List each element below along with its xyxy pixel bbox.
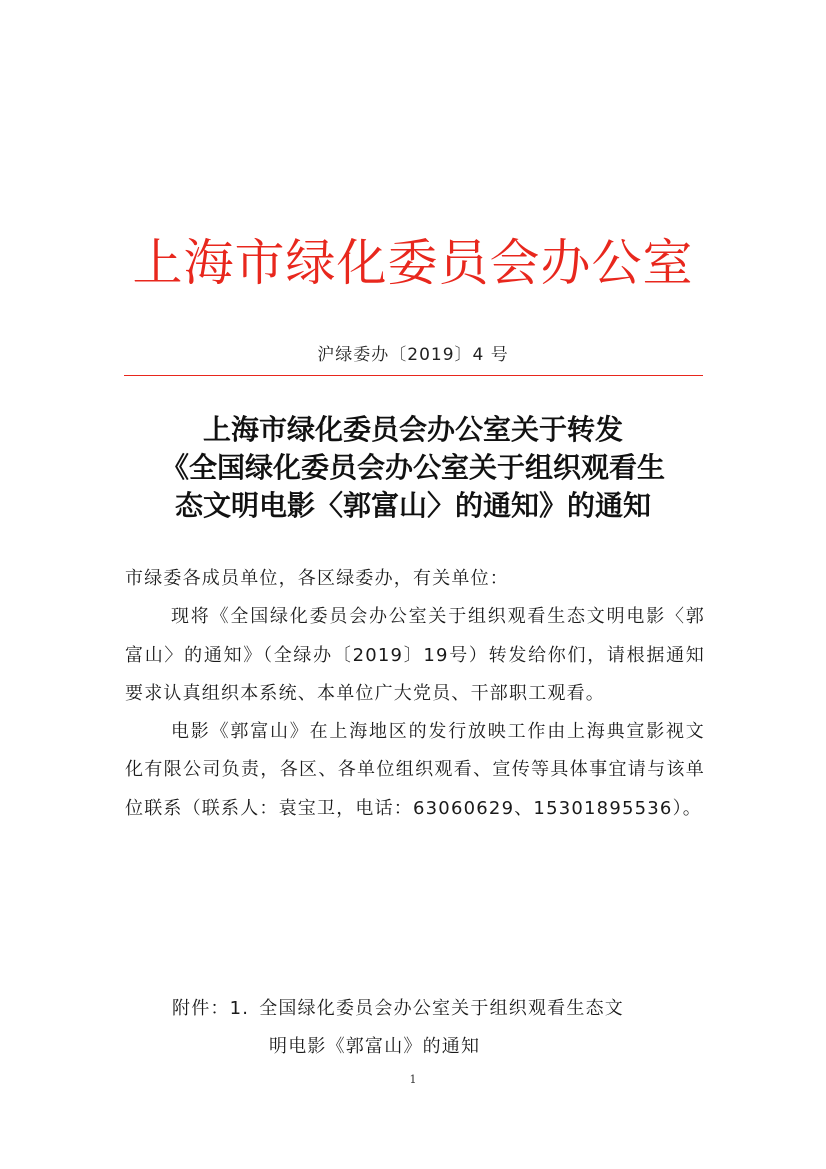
document-title — [110, 411, 716, 525]
document-title-line: 态文明电影〈郭富山〉的通知》的通知 — [174, 489, 651, 522]
attachment-title-line: 全国绿化委员会办公室关于组织观看生态文 — [259, 998, 624, 1019]
attachment-label: 附件： — [172, 998, 230, 1019]
body-paragraph-contact: 电影《郭富山》在上海地区的发行放映工作由上海典宣影视文化有限公司负责，各区、各单位组织观看、宣传等具体事宜请与该单位联系（联系人：袁宝卫，电话：63060629、15301895536）。 — [125, 721, 705, 819]
red-separator-line — [124, 375, 703, 376]
attachment-list — [172, 990, 702, 1066]
document-number: 沪绿委办〔2019〕4 号 — [317, 345, 509, 365]
document-title-line: 上海市绿化委员会办公室关于转发 — [202, 413, 623, 446]
page-number: 1 — [409, 1073, 417, 1086]
document-body — [125, 560, 705, 828]
document-title-line: 《全国绿化委员会办公室关于组织观看生 — [160, 451, 665, 484]
body-paragraph-forwarding: 现将《全国绿化委员会办公室关于组织观看生态文明电影〈郭富山〉的通知》（全绿办〔2019〕19号）转发给你们，请根据通知要求认真组织本系统、本单位广大党员、干部职工观看。 — [125, 606, 705, 704]
addressee-line: 市绿委各成员单位，各区绿委办，有关单位： — [125, 568, 509, 589]
issuing-organization-title: 上海市绿化委员会办公室 — [132, 234, 694, 292]
attachment-item — [172, 990, 702, 1028]
attachment-number: 1. — [229, 998, 250, 1019]
attachment-title-continuation: 明电影《郭富山》的通知 — [269, 1036, 481, 1057]
